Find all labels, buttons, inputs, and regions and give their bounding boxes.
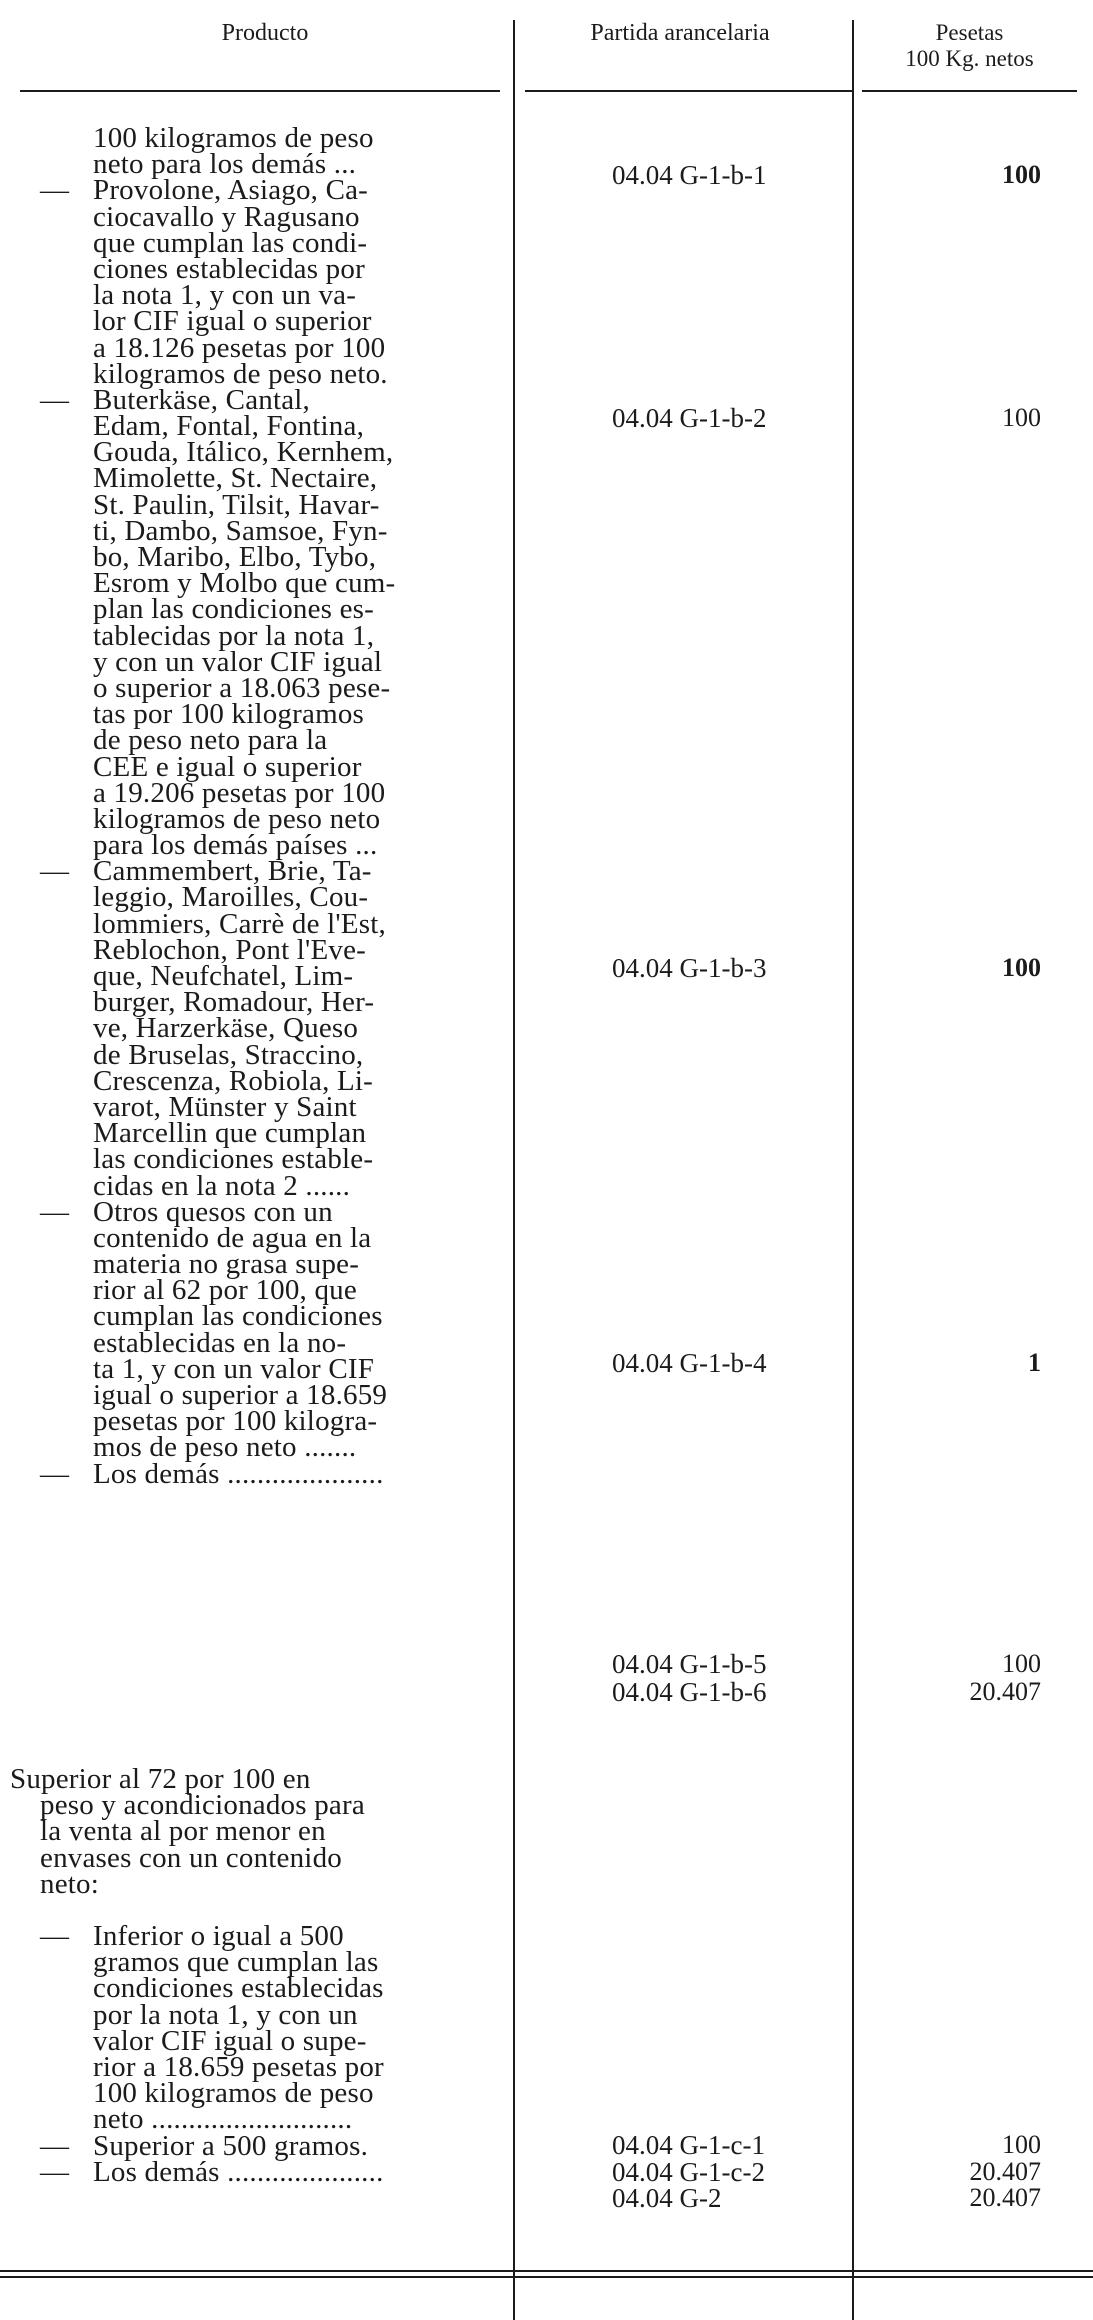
product-line: — Inferior o igual a 500 <box>40 1923 500 1949</box>
pesetas-value: 100 <box>1002 1649 1041 1678</box>
product-line: rior al 62 por 100, que <box>93 1274 357 1307</box>
product-line: — Cammembert, Brie, Ta- <box>40 858 500 884</box>
tariff-code: 04.04 G-1-c-2 <box>612 2157 765 2187</box>
product-line: mos de peso neto ....... <box>93 1431 357 1464</box>
header-partida-arancelaria: Partida arancelaria <box>590 20 770 46</box>
product-line: Superior al 72 por 100 en <box>10 1763 311 1795</box>
product-line: neto para los demás ... <box>93 148 357 181</box>
product-line: y con un valor CIF igual <box>93 645 383 678</box>
product-line: — Buterkäse, Cantal, <box>40 387 500 413</box>
product-line: materia no grasa supe- <box>93 1248 360 1281</box>
product-line: por la nota 1, y con un <box>93 1998 358 2031</box>
tariff-code: 04.04 G-2 <box>612 2183 722 2213</box>
product-line: Crescenza, Robiola, Li- <box>93 1064 374 1097</box>
product-line: a 18.126 pesetas por 100 <box>93 331 386 364</box>
product-line: pesetas por 100 kilogra- <box>93 1405 378 1438</box>
product-line: o superior a 18.063 pese- <box>93 671 391 704</box>
product-line: peso y acondicionados para <box>40 1789 365 1822</box>
product-text-block-2 <box>10 1763 500 1900</box>
product-line: ciocavallo y Ragusano <box>93 200 360 233</box>
product-line: lommiers, Carrè de l'Est, <box>93 907 386 940</box>
product-text-block-1 <box>40 122 500 1490</box>
product-line: establecidas en la no- <box>93 1326 347 1359</box>
product-line: igual o superior a 18.659 <box>93 1379 388 1411</box>
product-line: — Superior a 500 gramos. <box>40 2133 500 2159</box>
header-pesetas <box>862 20 1077 72</box>
product-line: St. Paulin, Tilsit, Havar- <box>93 488 380 521</box>
pesetas-value: 100 <box>1002 2130 1041 2159</box>
tariff-code: 04.04 G-1-c-1 <box>612 2130 765 2160</box>
product-line: cidas en la nota 2 ...... <box>93 1169 351 1202</box>
header-producto: Producto <box>221 20 309 46</box>
product-line: neto: <box>40 1867 99 1900</box>
product-line: de peso neto para la <box>93 724 328 757</box>
product-line: neto ........................... <box>93 2103 353 2136</box>
column-divider-1 <box>513 20 515 2320</box>
product-line: ve, Harzerkäse, Queso <box>93 1012 359 1045</box>
tariff-code: 04.04 G-1-b-6 <box>612 1677 767 1707</box>
pesetas-value: 1 <box>1028 1348 1041 1377</box>
header-rule-producto <box>20 90 500 92</box>
product-line: tas por 100 kilogramos <box>93 698 365 731</box>
product-line: leggio, Maroilles, Cou- <box>93 881 369 914</box>
product-line: ciones establecidas por <box>93 252 365 285</box>
column-divider-2 <box>852 20 854 2320</box>
product-line: bo, Maribo, Elbo, Tybo, <box>93 541 377 573</box>
product-line: envases con un contenido <box>40 1841 342 1874</box>
product-line: — Otros quesos con un <box>40 1199 500 1225</box>
product-line: Marcellin que cumplan <box>93 1117 367 1150</box>
product-line: varot, Münster y Saint <box>93 1090 357 1123</box>
pesetas-value: 100 <box>1002 160 1041 189</box>
product-line: condiciones establecidas <box>93 1972 384 2005</box>
product-line: de Bruselas, Straccino, <box>93 1038 364 1071</box>
product-line: que cumplan las condi- <box>93 226 368 259</box>
product-line: Reblochon, Pont l'Eve- <box>93 933 367 966</box>
product-line: — Provolone, Asiago, Ca- <box>40 177 500 203</box>
product-line: la nota 1, y con un va- <box>93 279 357 312</box>
pesetas-value: 20.407 <box>969 2183 1041 2212</box>
pesetas-value: 100 <box>1002 403 1041 432</box>
header-netos-label: 100 Kg. netos <box>905 46 1034 71</box>
product-line: rior a 18.659 pesetas por <box>93 2050 384 2083</box>
product-line: Esrom y Molbo que cum- <box>93 567 396 600</box>
pesetas-value: 100 <box>1002 953 1041 982</box>
product-line: ti, Dambo, Samsoe, Fyn- <box>93 514 388 547</box>
tariff-code: 04.04 G-1-b-2 <box>612 403 767 433</box>
product-line: kilogramos de peso neto <box>93 802 381 835</box>
product-line: — Los demás ..................... <box>40 1461 500 1487</box>
product-line: burger, Romadour, Her- <box>93 986 375 1019</box>
header-rule-pesetas <box>862 90 1077 92</box>
product-line: 100 kilogramos de peso <box>93 122 374 154</box>
product-line: lor CIF igual o superior <box>93 305 372 338</box>
bottom-rule-1 <box>0 2270 1093 2272</box>
product-line: contenido de agua en la <box>93 1221 372 1254</box>
product-line: para los demás países ... <box>93 829 378 862</box>
bottom-rule-2 <box>0 2276 1093 2278</box>
product-line: Gouda, Itálico, Kernhem, <box>93 436 394 469</box>
product-line: 100 kilogramos de peso <box>93 2077 374 2110</box>
header-pesetas-label: Pesetas <box>935 20 1004 45</box>
product-line: Edam, Fontal, Fontina, <box>93 410 365 443</box>
tariff-code: 04.04 G-1-b-1 <box>612 160 767 190</box>
product-line: cumplan las condiciones <box>93 1300 383 1333</box>
product-line: kilogramos de peso neto. <box>93 357 388 390</box>
tariff-code: 04.04 G-1-b-3 <box>612 953 767 983</box>
product-line: plan las condiciones es- <box>93 593 375 626</box>
header-rule-partida <box>525 90 852 92</box>
product-line: que, Neufchatel, Lim- <box>93 960 354 992</box>
product-line: ta 1, y con un valor CIF <box>93 1352 375 1385</box>
product-line: — Los demás ..................... <box>40 2159 500 2185</box>
product-line: Mimolette, St. Nectaire, <box>93 462 378 495</box>
product-line: gramos que cumplan las <box>93 1946 379 1979</box>
product-line: la venta al por menor en <box>40 1815 326 1848</box>
product-text-block-3 <box>40 1920 500 2188</box>
product-line: tablecidas por la nota 1, <box>93 619 375 652</box>
tariff-code: 04.04 G-1-b-5 <box>612 1649 767 1679</box>
pesetas-value: 20.407 <box>969 2157 1041 2186</box>
product-line: a 19.206 pesetas por 100 <box>93 776 386 809</box>
tariff-code: 04.04 G-1-b-4 <box>612 1348 767 1378</box>
pesetas-value: 20.407 <box>969 1677 1041 1706</box>
product-line: las condiciones estable- <box>93 1143 374 1176</box>
product-line: valor CIF igual o supe- <box>93 2024 367 2057</box>
product-line: CEE e igual o superior <box>93 750 362 783</box>
